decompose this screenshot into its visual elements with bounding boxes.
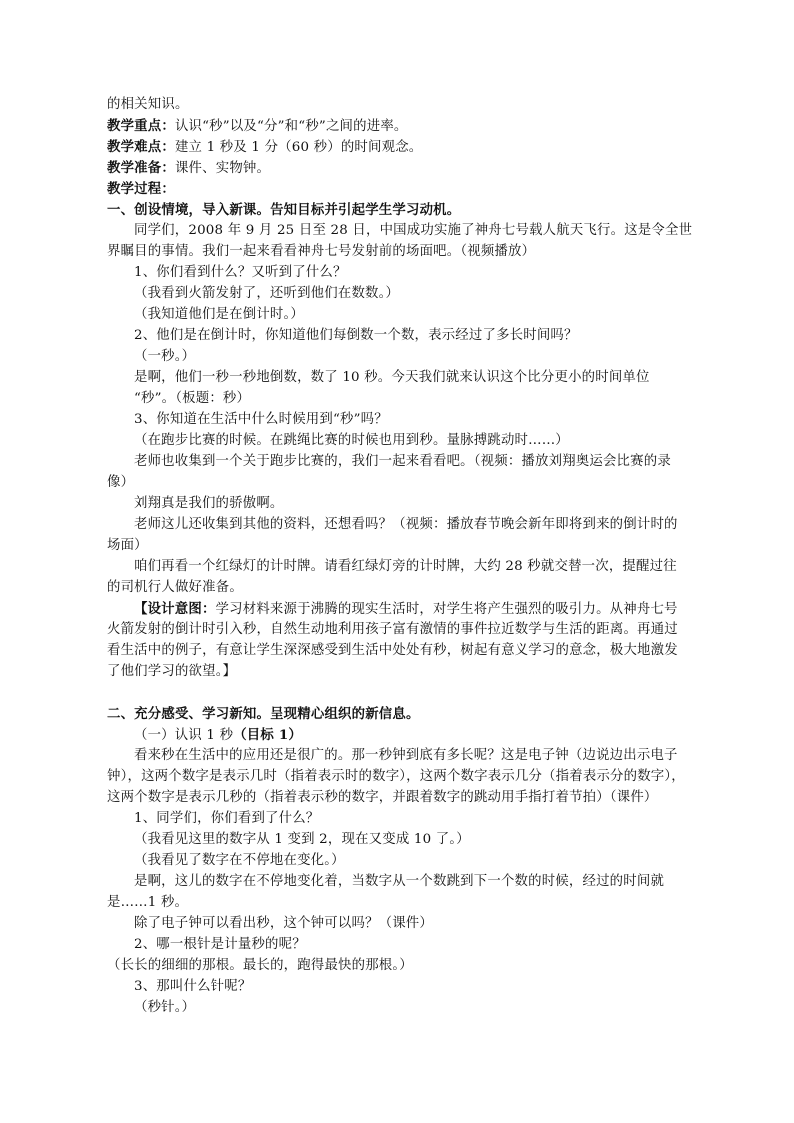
paragraph: “秒”。（板题：秒） bbox=[134, 391, 251, 406]
key-point-label: 教学重点： bbox=[107, 118, 175, 134]
prep-label: 教学准备： bbox=[107, 160, 175, 176]
key-point-text: 认识“秒”以及“分”和“秒”之间的进率。 bbox=[174, 119, 408, 134]
design-intent-text: 学习材料来源于沸腾的现实生活时，对学生将产生强烈的吸引力。从神舟七号 bbox=[215, 602, 678, 617]
section-1-heading: 一、创设情境，导入新课。告知目标并引起学生学习动机。 bbox=[107, 202, 461, 218]
design-intent-text: 看生活中的例子，有意让学生深深感受到生活中处处有秒，树起有意义学习的意念，极大地激发 bbox=[107, 643, 678, 658]
question: 1、同学们，你们看到了什么？ bbox=[134, 811, 320, 826]
question: 1、你们看到什么？又听到了什么？ bbox=[134, 265, 347, 280]
answer: （秒针。） bbox=[134, 1000, 196, 1015]
answer: （我看见这里的数字从 1 变到 2，现在又变成 10 了。） bbox=[134, 832, 470, 847]
prep-line bbox=[107, 158, 270, 179]
question: 2、他们是在倒计时，你知道他们每倒数一个数，表示经过了多长时间吗？ bbox=[134, 328, 578, 343]
section-2-heading: 二、充分感受、学习新知。呈现精心组织的新信息。 bbox=[107, 706, 420, 722]
answer: （我看到火箭发射了，还听到他们在数数。） bbox=[134, 286, 400, 301]
paragraph: 看来秒在生活中的应用还是很广的。那一秒钟到底有多长呢？这是电子钟（边说边出示电子 bbox=[134, 748, 678, 763]
subsection-title: （一）认识 1 秒 bbox=[134, 728, 234, 743]
paragraph: 老师这儿还收集到其他的资料，还想看吗？（视频：播放春节晚会新年即将到来的倒计时的 bbox=[134, 517, 678, 532]
design-intent-label: 【设计意图： bbox=[134, 601, 216, 617]
design-intent-text: 了他们学习的欲望。】 bbox=[107, 664, 237, 679]
prep-text: 课件、实物钟。 bbox=[174, 161, 271, 176]
answer: （长长的细细的那根。最长的，跑得最快的那根。） bbox=[107, 958, 413, 973]
paragraph: 咱们再看一个红绿灯的计时牌。请看红绿灯旁的计时牌，大约 28 秒就交替一次，提醒过往 bbox=[134, 559, 677, 574]
paragraph: 同学们，2008 年 9 月 25 日至 28 日，中国成功实施了神舟七号载人航天飞行。这是令全世 bbox=[134, 223, 693, 238]
paragraph: 钟），这两个数字是表示几时（指着表示时的数字），这两个数字表示几分（指着表示分的数字）， bbox=[107, 769, 685, 784]
design-intent-text: 火箭发射的倒计时引入秒，自然生动地利用孩子富有激情的事件拉近数学与生活的距离。再通过 bbox=[107, 622, 678, 637]
paragraph: 像） bbox=[107, 475, 135, 490]
key-point-line bbox=[107, 116, 408, 137]
paragraph: 界瞩目的事情。我们一起来看看神舟七号发射前的场面吧。（视频播放） bbox=[107, 244, 536, 259]
paragraph: 老师也收集到一个关于跑步比赛的，我们一起来看看吧。（视频：播放刘翔奥运会比赛的录 bbox=[134, 454, 671, 469]
paragraph: 这两个数字是表示几秒的（指着表示秒的数字，并跟着数字的跳动用手指打着节拍）（课件） bbox=[107, 790, 658, 805]
intro-line: 的相关知识。 bbox=[107, 97, 189, 112]
paragraph: 场面） bbox=[107, 538, 148, 553]
difficulty-text: 建立 1 秒及 1 分（60 秒）的时间观念。 bbox=[174, 140, 423, 155]
paragraph: 是……1 秒。 bbox=[107, 895, 189, 910]
paragraph: 的司机行人做好准备。 bbox=[107, 580, 243, 595]
difficulty-label: 教学难点： bbox=[107, 139, 175, 155]
process-label: 教学过程： bbox=[107, 181, 175, 197]
difficulty-line bbox=[107, 137, 422, 158]
question: 3、那叫什么针呢？ bbox=[134, 979, 252, 994]
subsection-heading bbox=[134, 725, 302, 746]
subsection-goal: （目标 1） bbox=[233, 727, 302, 743]
answer: （在跑步比赛的时候。在跳绳比赛的时候也用到秒。量脉搏跳动时……） bbox=[134, 433, 569, 448]
paragraph: 除了电子钟可以看出秒，这个钟可以吗？（课件） bbox=[134, 916, 433, 931]
answer: （一秒。） bbox=[134, 349, 196, 364]
paragraph: 刘翔真是我们的骄傲啊。 bbox=[134, 496, 284, 511]
paragraph: 是啊，他们一秒一秒地倒数，数了 10 秒。今天我们就来认识这个比分更小的时间单位 bbox=[134, 370, 650, 385]
answer: （我知道他们是在倒计时。） bbox=[134, 307, 304, 322]
design-intent-line bbox=[134, 599, 678, 620]
paragraph: 是啊，这儿的数字在不停地变化着，当数字从一个数跳到下一个数的时候，经过的时间就 bbox=[134, 874, 665, 889]
question: 3、你知道在生活中什么时候用到“秒”吗？ bbox=[134, 412, 388, 427]
question: 2、哪一根针是计量秒的呢？ bbox=[134, 937, 306, 952]
answer: （我看见了数字在不停地在变化。） bbox=[134, 853, 345, 868]
